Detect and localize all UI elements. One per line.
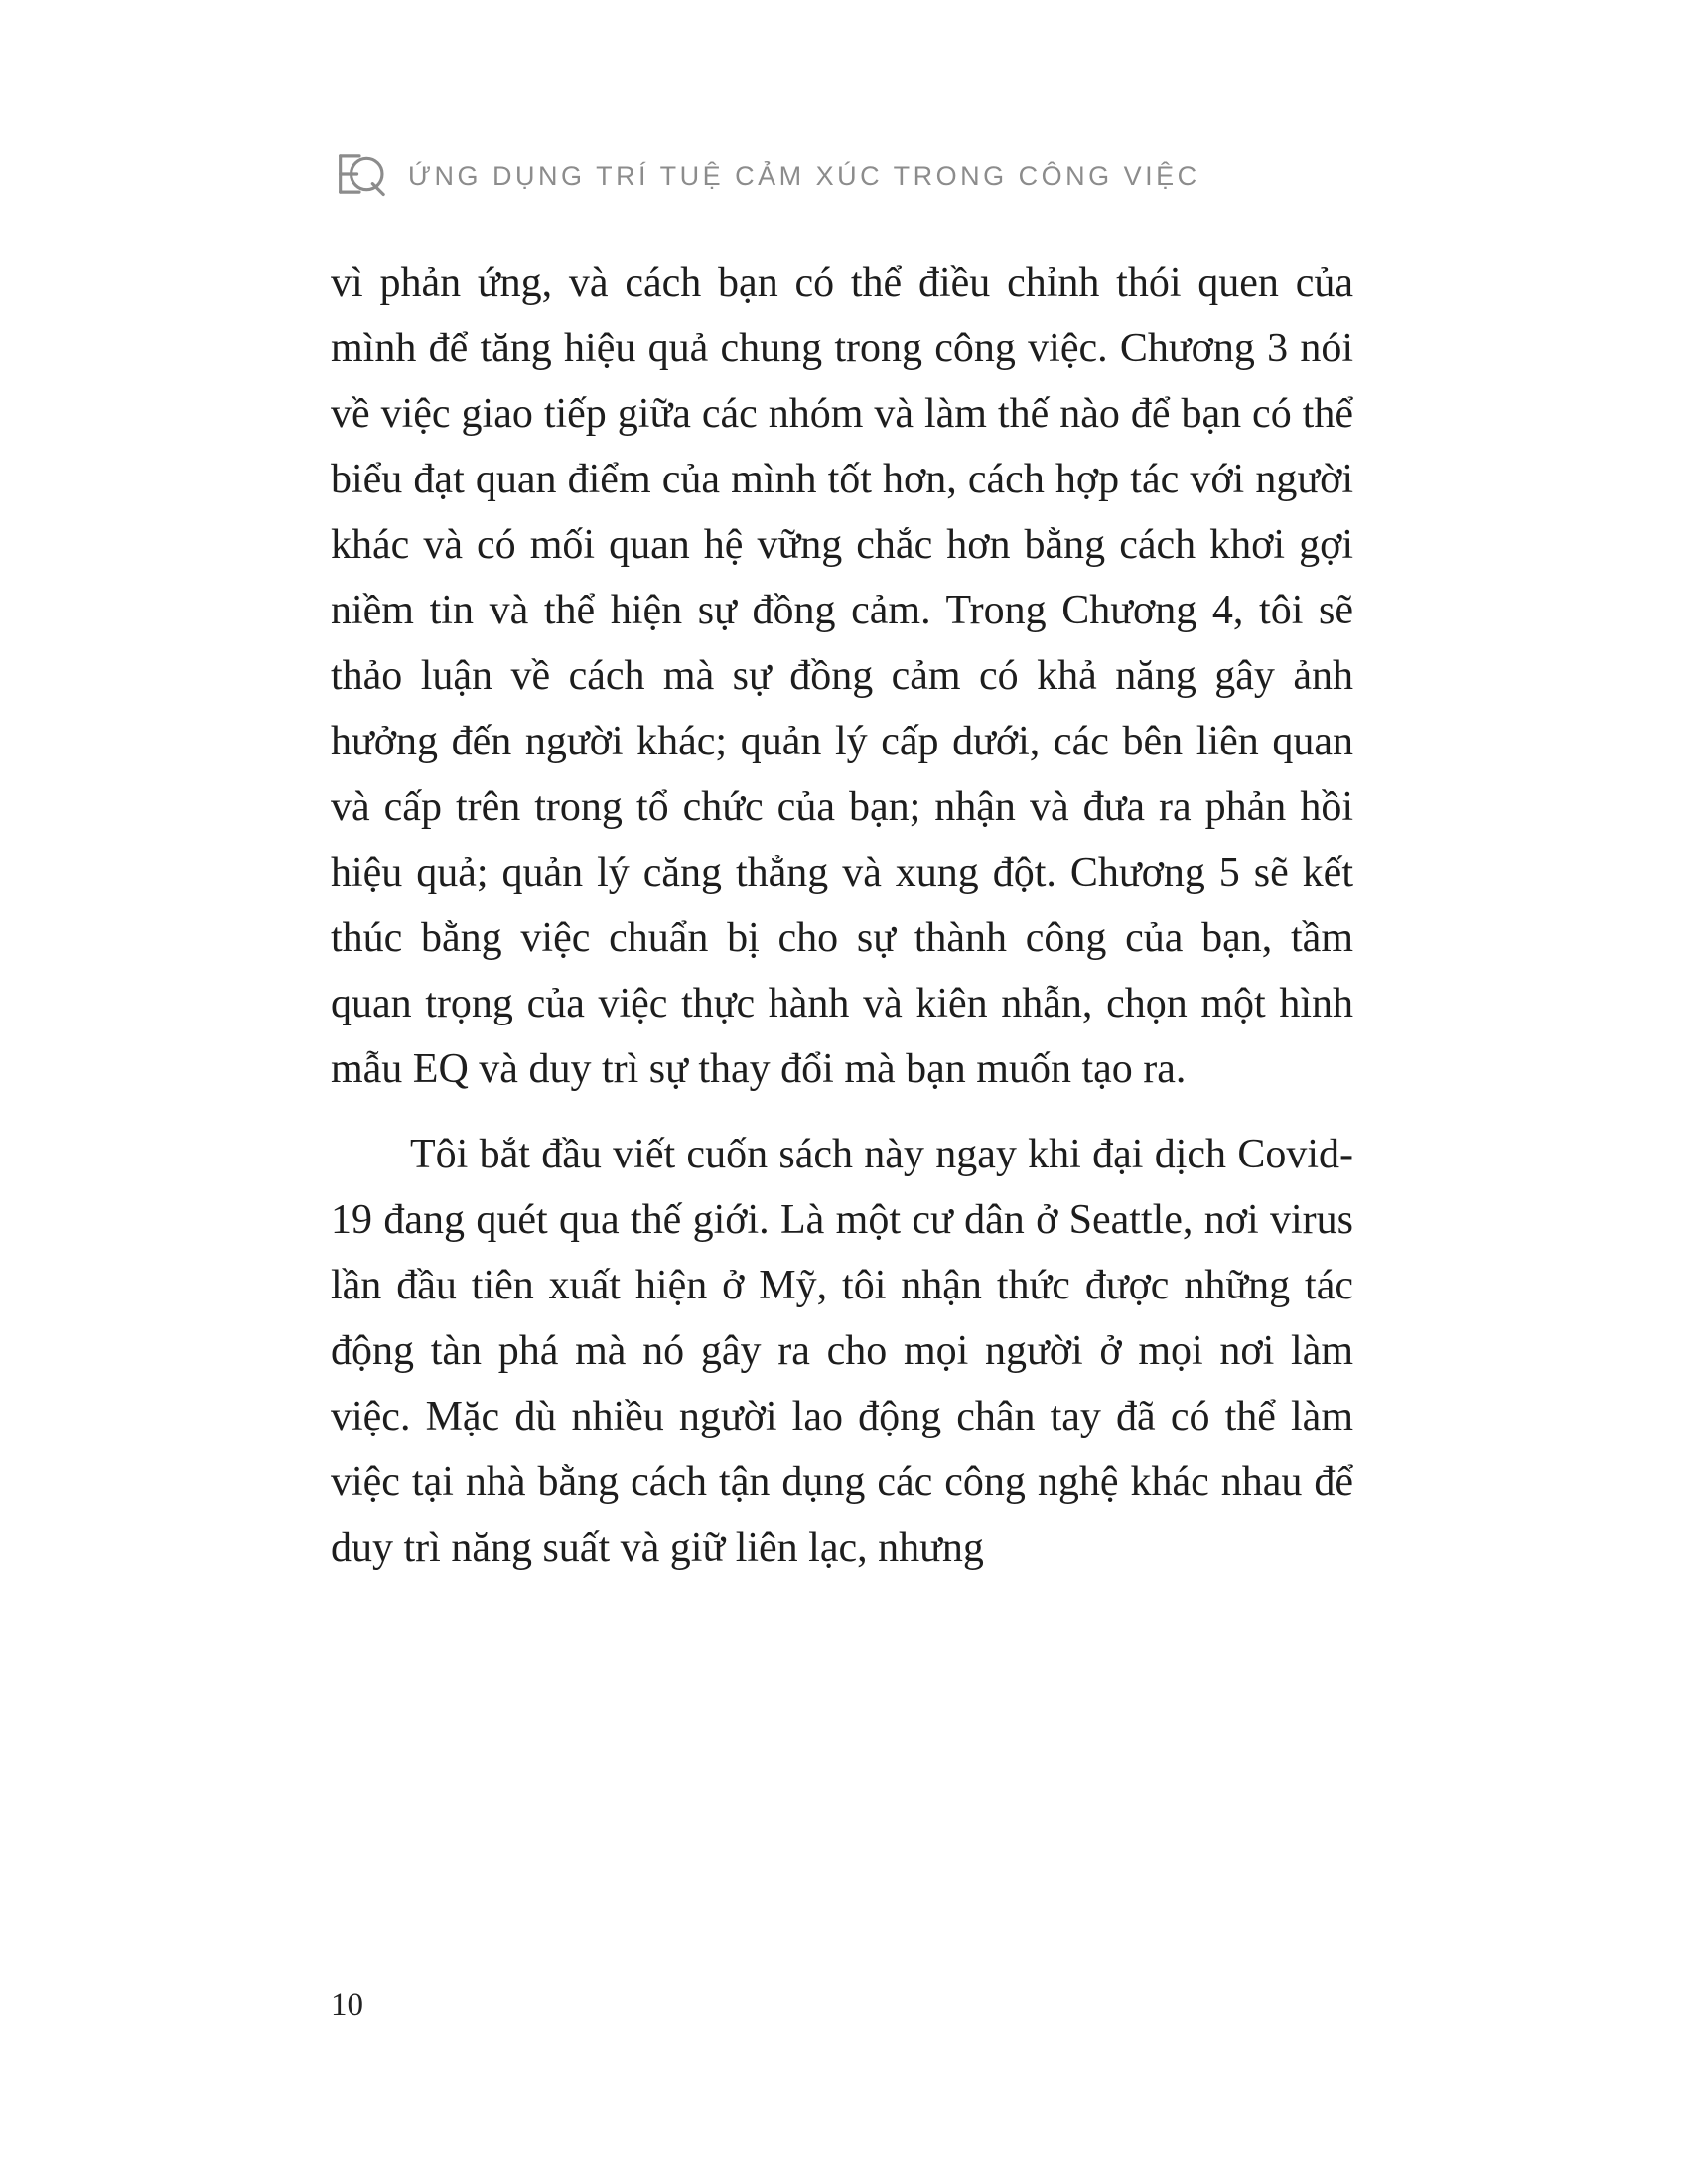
eq-logo-icon — [331, 145, 388, 203]
page-body-text — [331, 250, 1353, 1580]
running-head-title: ỨNG DỤNG TRÍ TUỆ CẢM XÚC TRONG CÔNG VIỆC — [408, 160, 1200, 191]
running-header — [331, 145, 1200, 203]
paragraph-chapter-overview: vì phản ứng, và cách bạn có thể điều chỉnh thói quen của mình để tăng hiệu quả chung trong công việc. Chương 3 nói về việc giao tiếp giữa các nhóm và làm thế nào để bạn có thể biểu đạt quan điểm của mình tốt hơn, cách hợp tác với người khác và có mối quan hệ vững chắc hơn bằng cách khơi gợi niềm tin và thể hiện sự đồng cảm. Trong Chương 4, tôi sẽ thảo luận về cách mà sự đồng cảm có khả năng gây ảnh hưởng đến người khác; quản lý cấp dưới, các bên liên quan và cấp trên trong tổ chức của bạn; nhận và đưa ra phản hồi hiệu quả; quản lý căng thẳng và xung đột. Chương 5 sẽ kết thúc bằng việc chuẩn bị cho sự thành công của bạn, tầm quan trọng của việc thực hành và kiên nhẫn, chọn một hình mẫu EQ và duy trì sự thay đổi mà bạn muốn tạo ra. — [331, 260, 1353, 1092]
page-number: 10 — [331, 1987, 363, 2023]
paragraph-covid-context: Tôi bắt đầu viết cuốn sách này ngay khi đại dịch Covid-19 đang quét qua thế giới. Là một cư dân ở Seattle, nơi virus lần đầu tiên xuất hiện ở Mỹ, tôi nhận thức được những tác động tàn phá mà nó gây ra cho mọi người ở mọi nơi làm việc. Mặc dù nhiều người lao động chân tay đã có thể làm việc tại nhà bằng cách tận dụng các công nghệ khác nhau để duy trì năng suất và giữ liên lạc, nhưng — [331, 1132, 1353, 1570]
